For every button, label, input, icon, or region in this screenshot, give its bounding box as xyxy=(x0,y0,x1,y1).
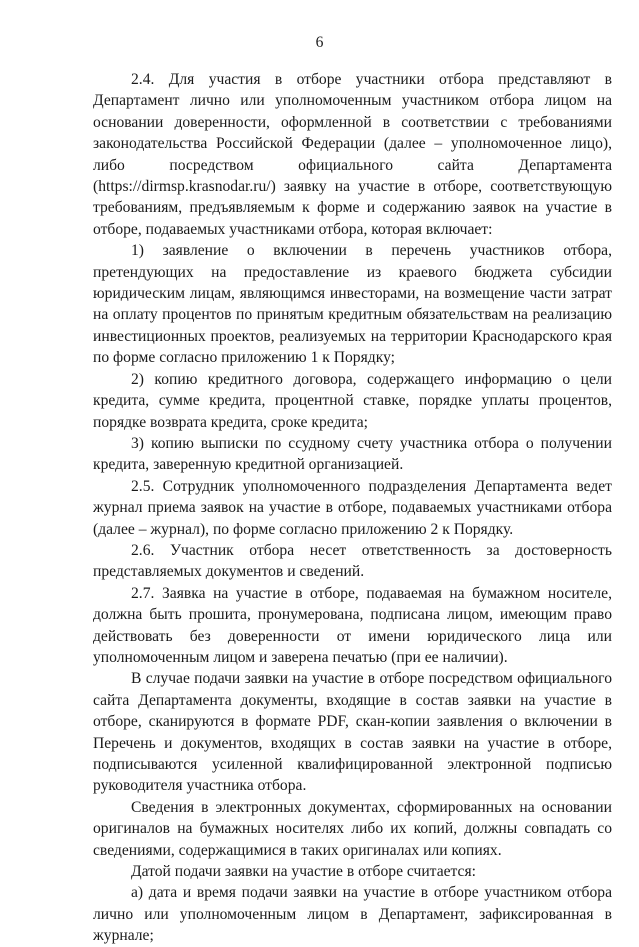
paragraph-electronic-submission: В случае подачи заявки на участие в отборе посредством официального сайта Департамента документы, входящие в состав заявки на участие в отборе, сканируются в формате PDF, скан-копии заявления о включении в Перечень и документов, входящих в состав заявки на участие в отборе, подписываются усиленной квалифицированной электронной подписью руководителя участника отбора. xyxy=(93,670,612,795)
document-body xyxy=(93,69,612,947)
paragraph-submission-date: Датой подачи заявки на участие в отборе считается: xyxy=(131,863,476,881)
list-item-1: 1) заявление о включении в перечень участников отбора, претендующих на предоставление из краевого бюджета субсидии юридическим лицам, являющимся инвесторами, на возмещение части затрат на оплату процентов по принятым кредитным обязательствам на реализацию инвестиционных проектов, реализуемых на территории Краснодарского края по форме согласно приложению 1 к Порядку; xyxy=(93,242,612,367)
paragraph-2-5: 2.5. Сотрудник уполномоченного подразделения Департамента ведет журнал приема заявок на участие в отборе, подаваемых участниками отбора (далее – журнал), по форме согласно приложению 2 к Порядку. xyxy=(93,477,612,538)
paragraph-2-4: 2.4. Для участия в отборе участники отбора представляют в Департамент лично или уполномоченным участником отбора лицом на основании доверенности, оформленной в соответствии с требованиями законодательства Российской Федерации (далее – уполномоченное лицо), либо посредством официального сайта Департамента (https://dirmsp.krasnodar.ru/) заявку на участие в отборе, соответствующую требованиям, предъявляемым к форме и содержанию заявок на участие в отборе, подаваемых участниками отбора, которая включает: xyxy=(93,71,612,238)
list-item-3: 3) копию выписки по ссудному счету участника отбора о получении кредита, заверенную кредитной организацией. xyxy=(93,434,612,474)
list-item-a: а) дата и время подачи заявки на участие в отборе участником отбора лично или уполномоченным лицом в Департамент, зафиксированная в журнале; xyxy=(93,884,612,945)
list-item-2: 2) копию кредитного договора, содержащего информацию о цели кредита, сумме кредита, процентной ставке, порядке уплаты процентов, порядке возврата кредита, сроке кредита; xyxy=(93,370,612,431)
page-number: 6 xyxy=(315,34,324,51)
paragraph-2-7: 2.7. Заявка на участие в отборе, подаваемая на бумажном носителе, должна быть прошита, пронумерована, подписана лицом, имеющим право действовать без доверенности от имени юридического лица или уполномоченным лицом и заверена печатью (при ее наличии). xyxy=(93,584,612,666)
paragraph-electronic-documents: Сведения в электронных документах, сформированных на основании оригиналов на бумажных носителях либо их копий, должны совпадать со сведениями, содержащимися в таких оригиналах или копиях. xyxy=(93,798,612,859)
paragraph-2-6: 2.6. Участник отбора несет ответственность за достоверность представляемых документов и сведений. xyxy=(93,541,612,581)
